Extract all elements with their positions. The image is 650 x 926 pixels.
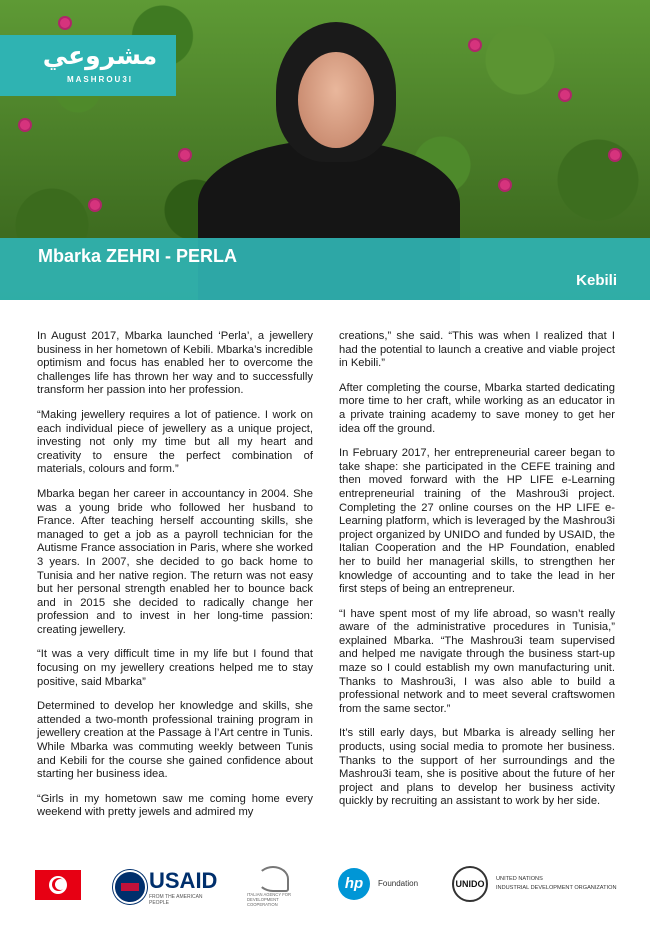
entrepreneur-name: Mbarka ZEHRI - PERLA [38,246,238,266]
flower-decoration [90,200,100,210]
article-column-right [339,330,615,820]
usaid-tagline: FROM THE AMERICAN PEOPLE [149,894,203,906]
hp-foundation-logo [338,868,448,904]
unido-logo [452,866,627,908]
paragraph: In February 2017, her entrepreneurial career began to take shape: she participated in the CEFE training and then moved forward with the HP LIFE e-Learning entrepreneurial training of the Mashrou3i project. Completing the 27 online courses on the HP LIFE e-Learning platform, which is leveraged by the Mashrou3i project organized by UNIDO and funded by USAID, the Italian Cooperation and the HP Foundation, enabled her to build her managerial skills, to strengthen her knowledge of accounting and to take the lead in her first steps of being an entrepreneur. [339,447,615,596]
logo-arabic-text: مشروعي [42,41,158,70]
flower-decoration [470,40,480,50]
paragraph: Determined to develop her knowledge and skills, she attended a two-month professional training program in jewellery creation at the Passage à l’Art centre in Tunis. While Mbarka was commuting weekly between Tunis and Kebili for the course she gained confidence about starting her business idea. [37,700,313,781]
unido-line-2: INDUSTRIAL DEVELOPMENT ORGANIZATION [496,885,617,891]
tunisia-flag-icon [35,870,81,900]
paragraph: It’s still early days, but Mbarka is already selling her products, using social media to promote her business. Thanks to the support of her surroundings and the Mashrou3i team, she is positive about the future of her project and plans to develop her business activity quickly by recruiting an assistant to work by her side. [339,727,615,808]
paragraph: “It was a very difficult time in my life but I found that focusing on my jewellery creations helped me to stay positive, said Mbarka” [37,648,313,688]
flower-decoration [500,180,510,190]
flower-decoration [20,120,30,130]
flower-decoration [180,150,190,160]
person-face [298,52,374,148]
paragraph: “Girls in my hometown saw me coming home every weekend with pretty jewels and admired my [37,792,313,819]
paragraph: After completing the course, Mbarka started dedicating more time to her craft, while working as an educator in a private training academy to save money to get her idea off the ground. [339,381,615,435]
italian-cooperation-logo [247,866,295,910]
location-label: Kebili [576,272,617,289]
usaid-logo [113,866,223,908]
usaid-seal-icon [113,870,147,904]
paragraph: In August 2017, Mbarka launched ‘Perla’, a jewellery business in her hometown of Kebili. Mbarka’s incredible optimism and focus has enabled her to overcome the challenges life has thrown her way and to successfully transform her passion into her profession. [37,330,313,397]
paragraph: “Making jewellery requires a lot of patience. I work on each individual piece of jewellery as a unique project, investing not only my time but all my heart and creativity to ensure the perfect combination of materials, colours and form.” [37,408,313,476]
paragraph: creations,” she said. “This was when I realized that I had the potential to launch a creative and viable project in Kebili.” [339,330,615,370]
mashrou3i-logo [0,35,176,96]
hero-photo [0,0,650,300]
flower-decoration [60,18,70,28]
logo-latin-text: MASHROU3I [66,75,133,84]
aics-swirl-icon [257,866,289,892]
paragraph: “I have spent most of my life abroad, so wasn’t really aware of the administrative procedures in Tunisia,” explained Mbarka. “The Mashrou3i team supervised and helped me navigate through the business start-up maze so I could establish my own manufacturing unit. Thanks to Mashrou3i, I was also able to build a professional network and to meet several craftswomen from the same sector.” [339,607,615,715]
article-column-left [37,330,313,831]
unido-line-1: UNITED NATIONS [496,876,543,882]
title-banner [0,238,650,300]
flower-decoration [610,150,620,160]
partner-logos [0,858,650,914]
flower-decoration [560,90,570,100]
unido-globe-icon: UNIDO [452,866,488,902]
aics-text: ITALIAN AGENCY FOR DEVELOPMENT COOPERATION [247,892,292,907]
hp-circle-icon: hp [338,868,370,900]
paragraph: Mbarka began her career in accountancy in 2004. She was a young bride who followed her husband to France. After teaching herself accounting skills, she managed to get a job as a payroll technician for the Autisme France association in Paris, where she worked 3 years. In 2007, she decided to go back home to Tunisia and her native region. The return was not easy but her personal strength enabled her to bounce back and in 2015 she decided to radically change her profession and to invest in her long-time passion: creating jewellery. [37,487,313,636]
hp-foundation-label: Foundation [378,879,419,888]
usaid-wordmark: USAID [149,868,218,893]
